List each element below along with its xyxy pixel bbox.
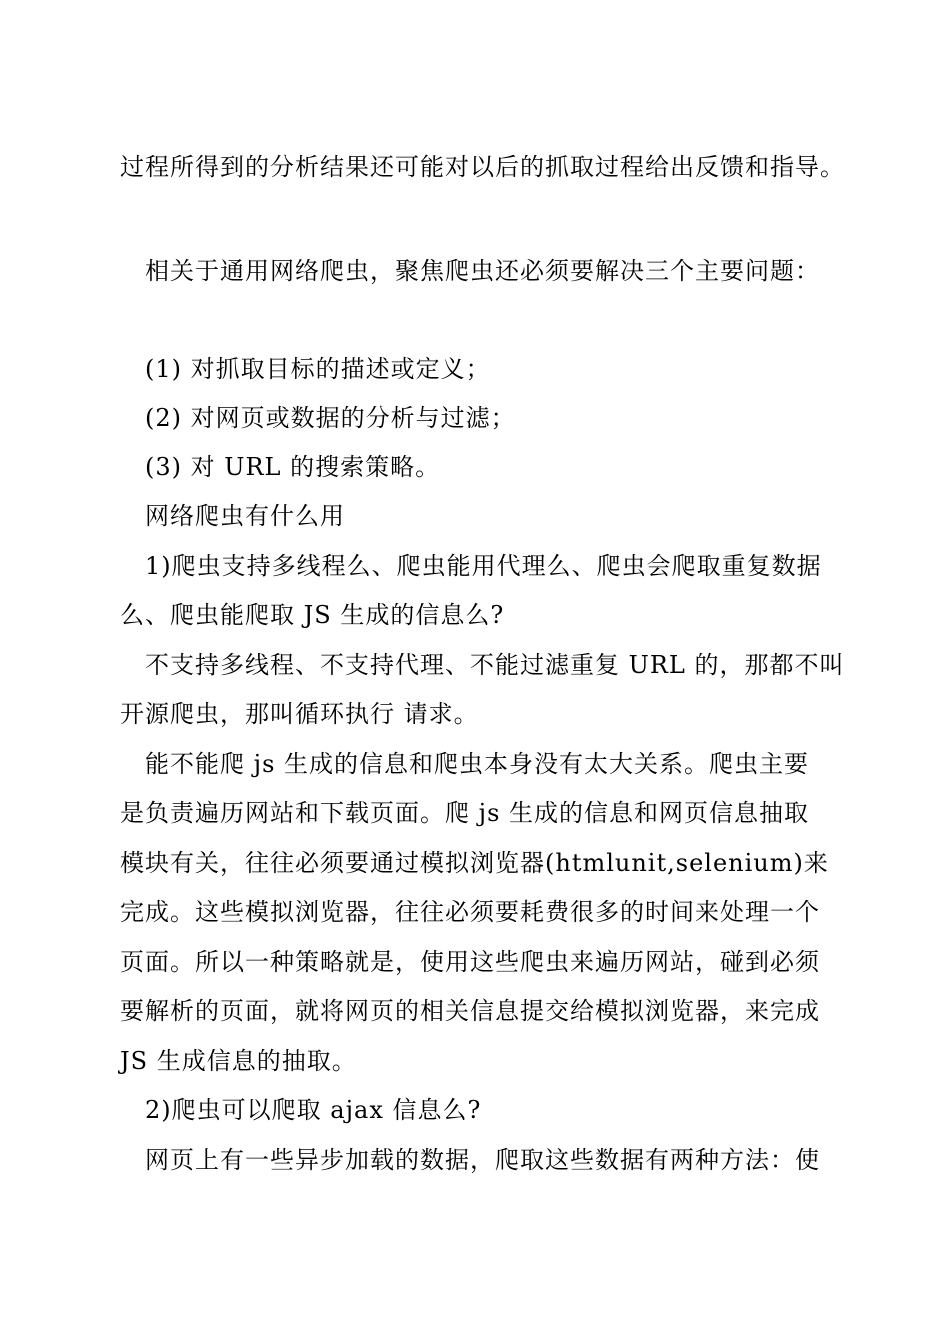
text-line: 开源爬虫，那叫循环执行 请求。 <box>120 700 479 728</box>
text-line: 相关于通用网络爬虫，聚焦爬虫还必须要解决三个主要问题： <box>145 257 820 285</box>
list-item: (1) 对抓取目标的描述或定义； <box>145 355 491 383</box>
text-line: 模块有关，往往必须要通过模拟浏览器(htmlunit,selenium)来 <box>120 849 829 877</box>
text-line: 网页上有一些异步加载的数据，爬取这些数据有两种方法：使 <box>145 1146 820 1174</box>
text-line: 不支持多线程、不支持代理、不能过滤重复 URL 的，那都不叫 <box>145 651 845 679</box>
text-line: 1)爬虫支持多线程么、爬虫能用代理么、爬虫会爬取重复数据 <box>145 552 822 580</box>
section-heading: 网络爬虫有什么用 <box>145 502 345 530</box>
text-line: 页面。所以一种策略就是，使用这些爬虫来遍历网站，碰到必须 <box>120 948 820 976</box>
text-line: 完成。这些模拟浏览器，往往必须要耗费很多的时间来处理一个 <box>120 898 820 926</box>
text-line: 2)爬虫可以爬取 ajax 信息么? <box>145 1096 482 1124</box>
text-line: 要解析的页面，就将网页的相关信息提交给模拟浏览器，来完成 <box>120 997 820 1025</box>
text-line: 过程所得到的分析结果还可能对以后的抓取过程给出反馈和指导。 <box>120 153 845 181</box>
text-line: JS 生成信息的抽取。 <box>120 1047 357 1075</box>
list-item: (3) 对 URL 的搜索策略。 <box>145 453 441 481</box>
text-line: 是负责遍历网站和下载页面。爬 js 生成的信息和网页信息抽取 <box>120 799 810 827</box>
list-item: (2) 对网页或数据的分析与过滤； <box>145 404 516 432</box>
text-line: 能不能爬 js 生成的信息和爬虫本身没有太大关系。爬虫主要 <box>145 750 810 778</box>
text-line: 么、爬虫能爬取 JS 生成的信息么? <box>120 601 505 629</box>
